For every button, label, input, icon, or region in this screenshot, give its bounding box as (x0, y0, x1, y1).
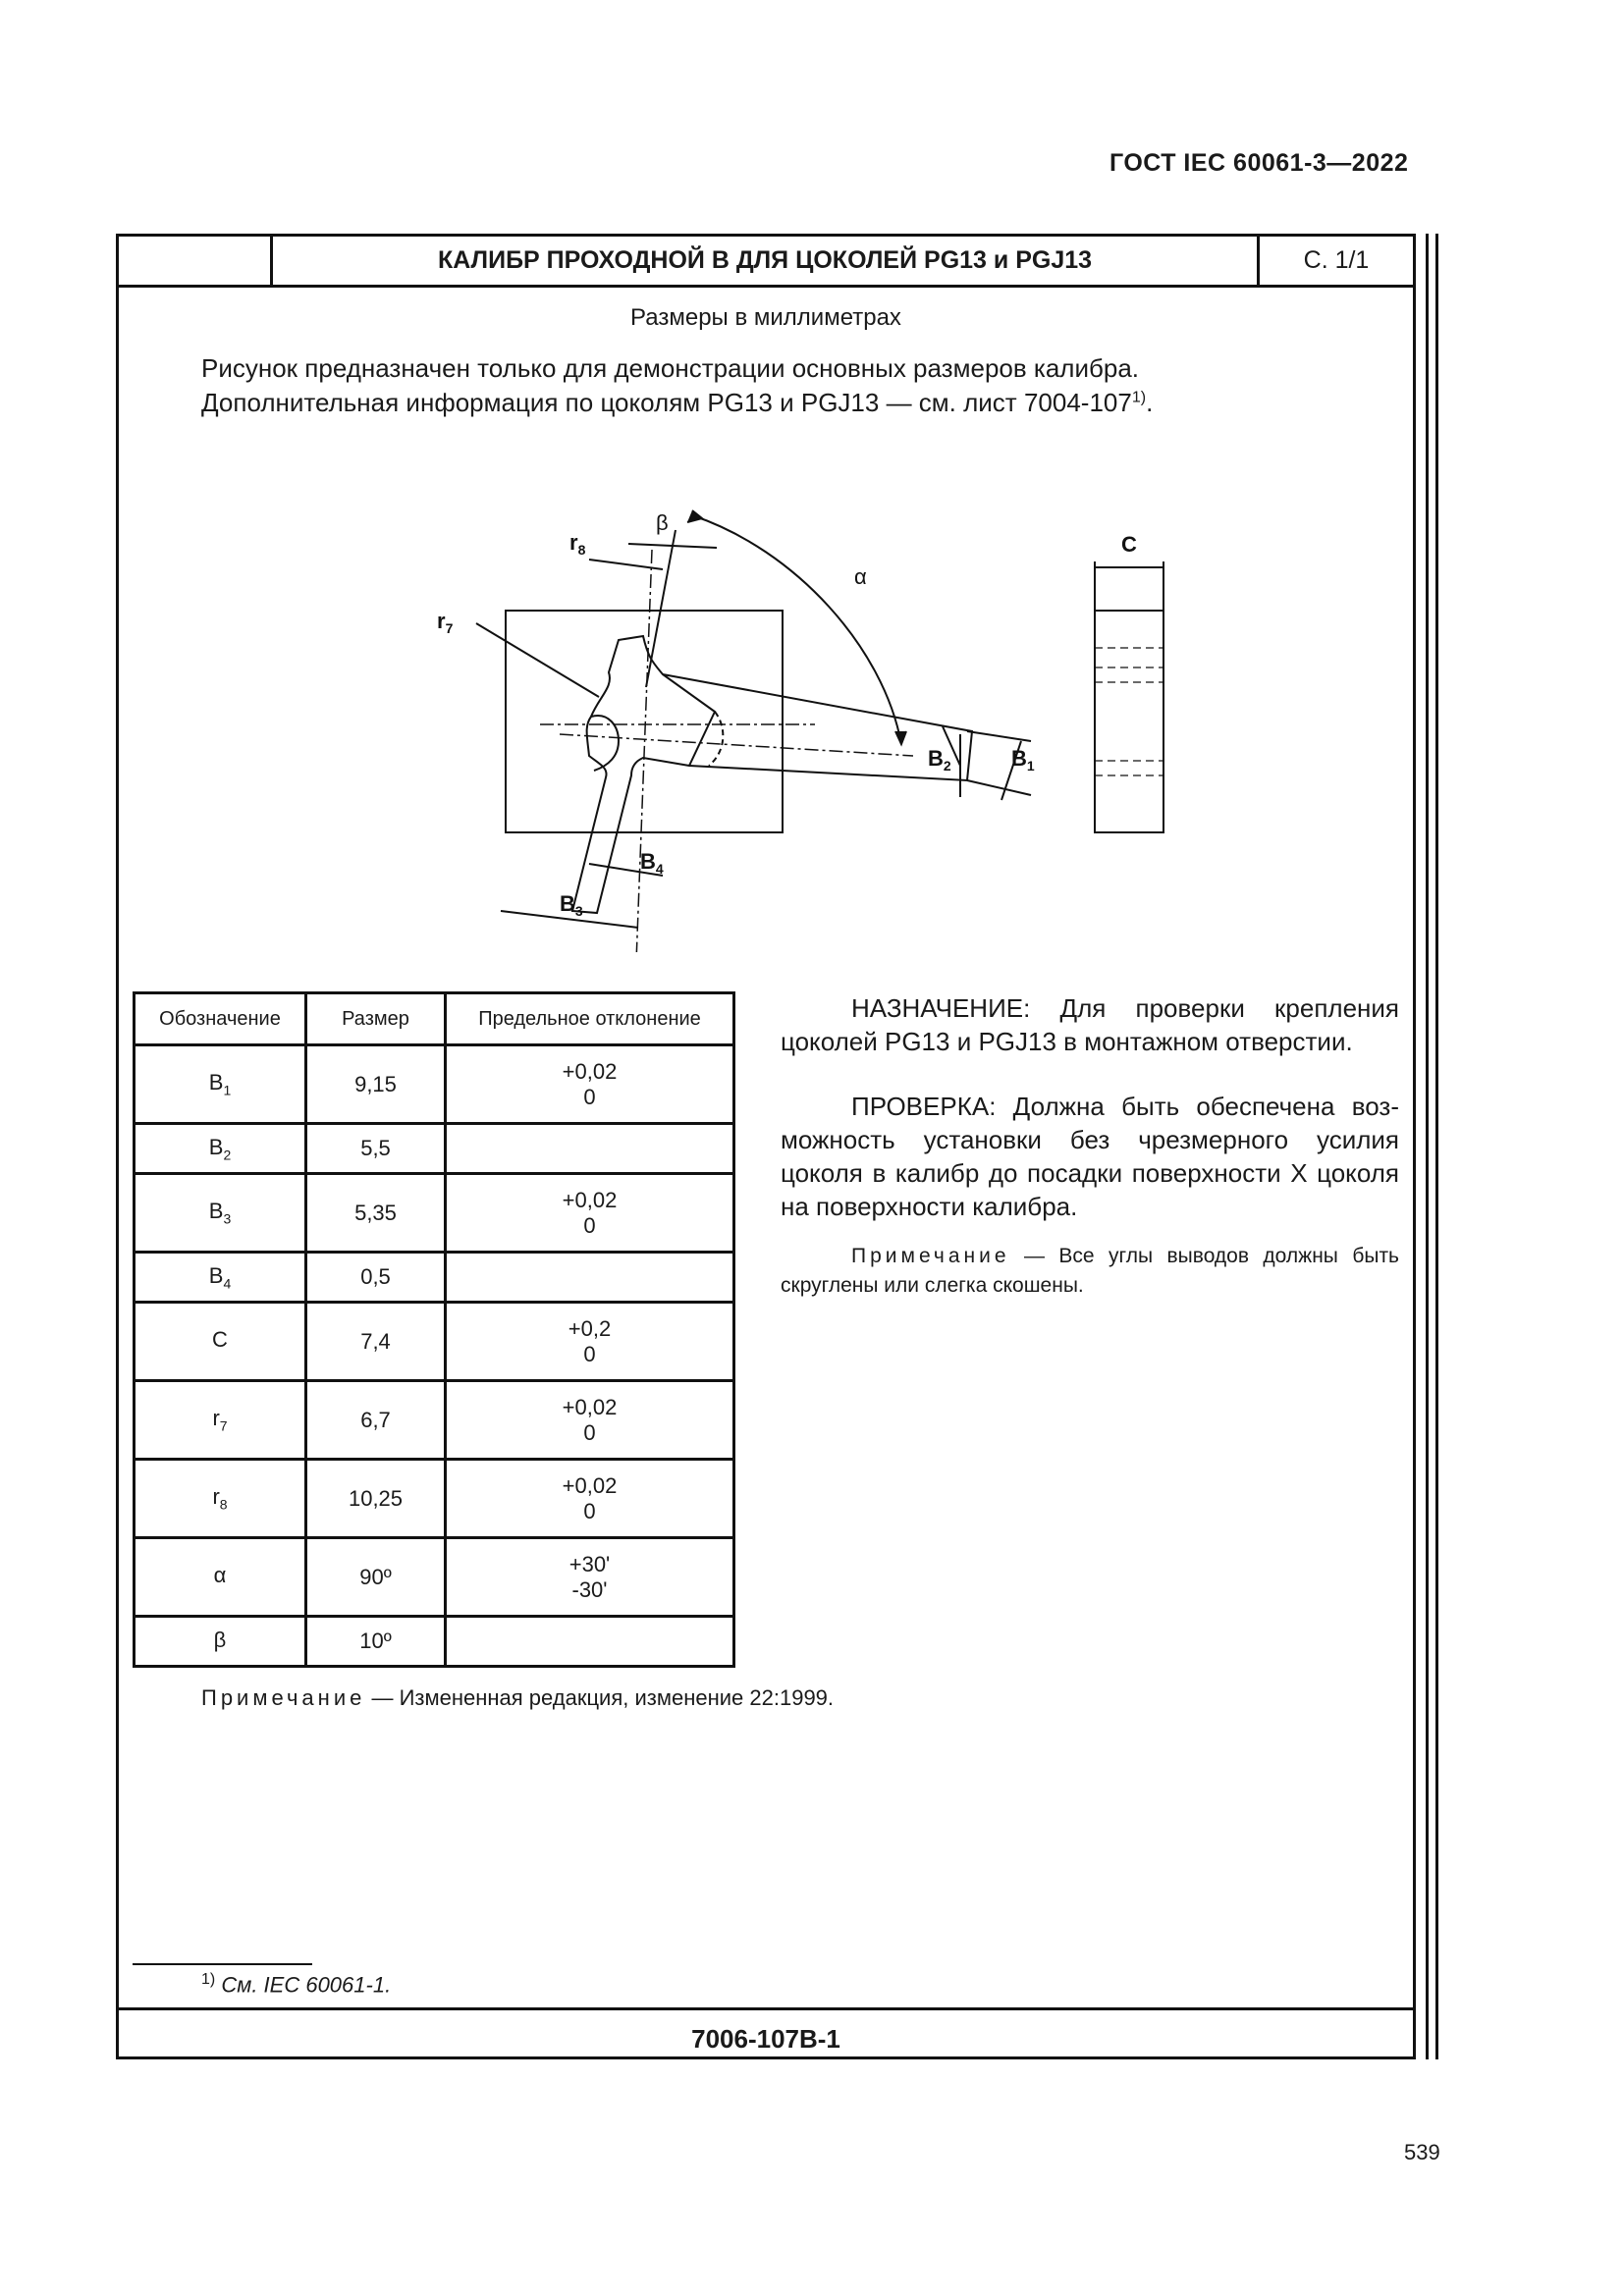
label-b4: $B_4$ (640, 849, 664, 877)
cell-size: 10º (306, 1617, 446, 1667)
label-beta: β (656, 510, 669, 535)
sheet-title: КАЛИБР ПРОХОДНОЙ В ДЛЯ ЦОКОЛЕЙ PG13 и PGJ13 (273, 234, 1260, 288)
purpose-paragraph: НАЗНАЧЕНИЕ: Для проверки крепления цоколей PG13 и PGJ13 в монтажном отверстии. (781, 993, 1399, 1056)
label-b3: $B_3$ (560, 891, 583, 919)
cell-deviation (446, 1124, 734, 1174)
dimensions-table (133, 991, 735, 1668)
cell-designation: α (135, 1538, 306, 1617)
table-row (135, 1538, 734, 1617)
table-row (135, 1303, 734, 1381)
cell-size: 7,4 (306, 1303, 446, 1381)
bottom-row-divider (116, 2007, 1416, 2010)
cell-size: 6,7 (306, 1381, 446, 1460)
cell-deviation: +30' -30' (446, 1538, 734, 1617)
footnote: $^{1)}$ См. IEC 60061-1. (201, 1971, 392, 1998)
cell-designation: C (135, 1303, 306, 1381)
cell-designation: $B_4$ (135, 1253, 306, 1303)
sheet-number: С. 1/1 (1303, 246, 1370, 274)
label-r8: $r_8$ (569, 530, 586, 558)
gauge-side-view (1095, 611, 1163, 832)
cell-size: 10,25 (306, 1460, 446, 1538)
intro-line-1: Рисунок предназначен только для демонстрации основных размеров калибра. (201, 353, 1140, 383)
table-row (135, 1045, 734, 1124)
label-b1: $B_1$ (1011, 746, 1035, 774)
column-header: Обозначение (135, 993, 306, 1045)
table-header-row (135, 993, 734, 1045)
footnote-separator (133, 1963, 312, 1965)
table-row (135, 1381, 734, 1460)
cell-deviation: +0,02 0 (446, 1174, 734, 1253)
cell-size: 5,35 (306, 1174, 446, 1253)
label-c: C (1121, 532, 1137, 557)
table-row (135, 1124, 734, 1174)
label-alpha: α (854, 564, 867, 589)
cell-deviation: +0,02 0 (446, 1381, 734, 1460)
cell-deviation: +0,02 0 (446, 1460, 734, 1538)
table-row (135, 1460, 734, 1538)
cell-designation: $r_8$ (135, 1460, 306, 1538)
cell-designation: $B_1$ (135, 1045, 306, 1124)
label-b2: $B_2$ (928, 746, 951, 774)
units-note: Размеры в миллиметрах (630, 304, 901, 331)
check-paragraph: ПРОВЕРКА: Должна быть обеспечена возможность установки без чрезмерного усилия цоколя в калибр до посадки поверхности X цоколя на поверхности калибра. (781, 1092, 1399, 1221)
note-rounded-corners: Примечание — Все углы выводов должны быть скруглены или слегка скошены. (781, 1245, 1399, 1297)
label-r7: $r_7$ (437, 609, 454, 636)
cell-size: 90º (306, 1538, 446, 1617)
title-empty-cell (116, 234, 273, 288)
table-row (135, 1253, 734, 1303)
cell-deviation (446, 1253, 734, 1303)
intro-line-2: Дополнительная информация по цоколям PG13 и PGJ13 — см. лист 7004-107$^{1)}$. (201, 388, 1154, 417)
frame-edge-line (1435, 234, 1438, 2059)
frame-edge-line (1426, 234, 1429, 2059)
cell-designation: $B_3$ (135, 1174, 306, 1253)
cell-size: 9,15 (306, 1045, 446, 1124)
column-header: Размер (306, 993, 446, 1045)
cell-deviation: +0,02 0 (446, 1045, 734, 1124)
cell-designation: $r_7$ (135, 1381, 306, 1460)
cell-deviation (446, 1617, 734, 1667)
page-number: 539 (1404, 2140, 1440, 2164)
document-header: ГОСТ IEC 60061-3—2022 (1109, 149, 1409, 177)
sheet-code: 7006-107B-1 (691, 2024, 840, 2054)
cell-designation: β (135, 1617, 306, 1667)
cell-size: 0,5 (306, 1253, 446, 1303)
cell-size: 5,5 (306, 1124, 446, 1174)
table-row (135, 1174, 734, 1253)
note-revision: Примечание — Измененная редакция, изменение 22:1999. (201, 1685, 835, 1710)
cell-deviation: +0,2 0 (446, 1303, 734, 1381)
cell-designation: $B_2$ (135, 1124, 306, 1174)
table-row (135, 1617, 734, 1667)
column-header: Предельное отклонение (446, 993, 734, 1045)
gauge-drawing (422, 491, 1208, 952)
